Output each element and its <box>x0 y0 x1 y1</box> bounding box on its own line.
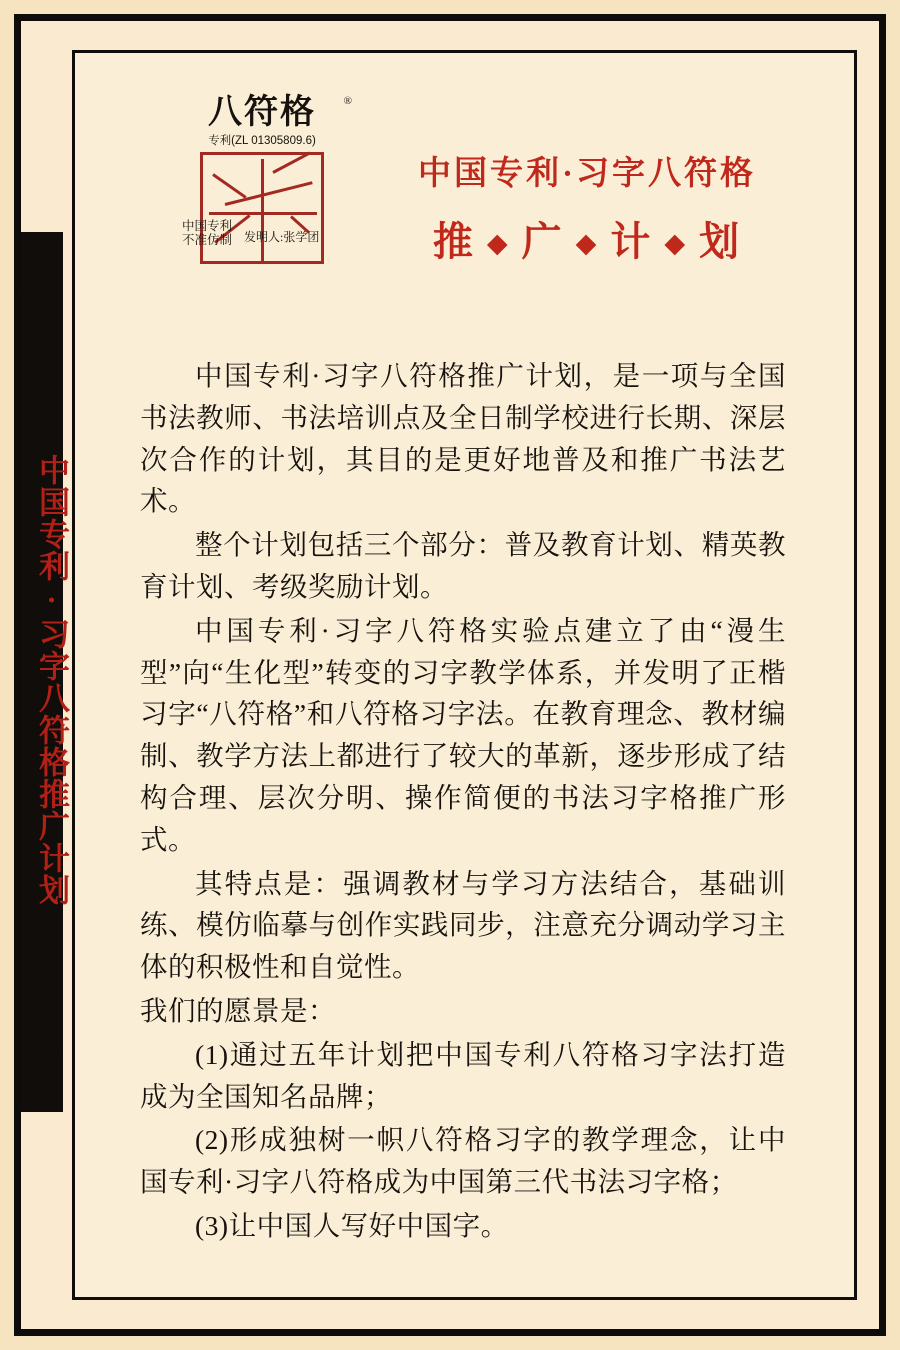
vision-item: (3)让中国人写好中国字。 <box>195 1209 509 1241</box>
diamond-separator-icon: ◆ <box>575 228 599 258</box>
logo-wordmark-text: 八符格 <box>208 94 316 131</box>
poster-title-line2 <box>352 210 822 267</box>
vision-item: (2)形成独树一帜八符格习字的教学理念，让中国专利·习字八符格成为中国第三代书法习字格； <box>140 1124 786 1198</box>
poster-header <box>100 95 840 325</box>
diamond-separator-icon: ◆ <box>664 228 688 258</box>
title2-char-1: 推 <box>432 219 475 264</box>
brand-logo <box>172 95 352 264</box>
inventor-credit: 发明人:张学团 <box>244 230 320 244</box>
patent-number: 专利(ZL 01305809.6) <box>208 134 316 147</box>
poster-title-line1: 中国专利·习字八符格 <box>417 156 756 192</box>
poster-body <box>140 355 786 1249</box>
vision-label: 我们的愿景是： <box>140 994 336 1026</box>
body-paragraph: 其特点是：强调教材与学习方法结合，基础训练、模仿临摹与创作实践同步，注意充分调动学习主体的积极性和自觉性。 <box>140 867 786 983</box>
title-block <box>352 147 822 267</box>
diamond-separator-icon: ◆ <box>486 228 510 258</box>
body-paragraph: 中国专利·习字八符格推广计划，是一项与全国书法教师、书法培训点及全日制学校进行长期、深层次合作的计划，其目的是更好地普及和推广书法艺术。 <box>140 360 786 517</box>
title2-char-4: 划 <box>699 219 742 264</box>
logo-caption-line1: 中国专利 <box>181 219 232 233</box>
vertical-side-title: 中国专利·习字八符格推广计划 <box>34 454 69 906</box>
body-paragraph: 中国专利·习字八符格实验点建立了由“漫生型”向“生化型”转变的习字教学体系，并发明了正楷习字“八符格”和八符格习字法。在教育理念、教材编制、教学方法上都进行了较大的革新，逐步形成了结构合理、层次分明、操作简便的书法习字格推广形式。 <box>140 614 786 855</box>
title2-char-3: 计 <box>610 219 653 264</box>
logo-caption-line2: 不准仿制 <box>181 233 232 248</box>
logo-caption-left <box>176 219 238 248</box>
title2-char-2: 广 <box>521 219 564 264</box>
vision-item: (1)通过五年计划把中国专利八符格习字法打造成为全国知名品牌； <box>140 1038 786 1112</box>
registered-trademark-icon: ® <box>343 95 354 107</box>
body-paragraph: 整个计划包括三个部分：普及教育计划、精英教育计划、考级奖励计划。 <box>140 529 786 602</box>
logo-wordmark-container <box>172 95 352 131</box>
